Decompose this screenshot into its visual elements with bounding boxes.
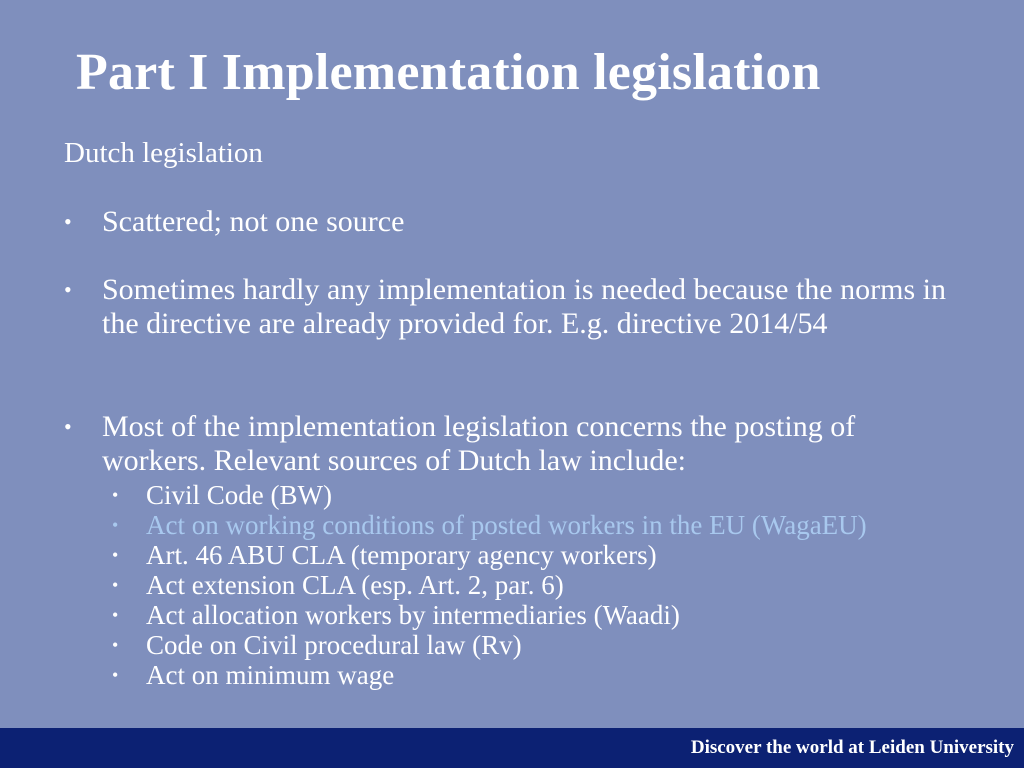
sub-bullet-link-text[interactable]: Act on working conditions of posted workers in the EU (WagaEU) [146, 510, 867, 540]
sub-bullet-text: Act extension CLA (esp. Art. 2, par. 6) [146, 570, 564, 600]
sub-bullet-text: Act on minimum wage [146, 660, 395, 690]
bullet-text: Most of the implementation legislation concerns the posting of workers. Relevant sources of Dutch law include: [102, 410, 856, 477]
sub-bullet-text: Code on Civil procedural law (Rv) [146, 630, 522, 660]
sub-bullet-marker: • [112, 515, 119, 535]
sub-bullet-text: Art. 46 ABU CLA (temporary agency workers) [146, 540, 657, 570]
sub-bullet-item [112, 660, 872, 690]
slide-subtitle: Dutch legislation [64, 137, 263, 169]
sub-bullet-marker: • [112, 635, 119, 655]
bullet-marker: • [64, 277, 72, 302]
sub-bullet-item [112, 480, 872, 510]
bullet-marker: • [64, 414, 72, 439]
sub-bullet-marker: • [112, 575, 119, 595]
sub-bullet-item [112, 540, 872, 570]
bullet-item [64, 273, 964, 341]
slide-title: Part I Implementation legislation [76, 44, 821, 101]
sub-bullet-marker: • [112, 485, 119, 505]
bullet-item [64, 205, 964, 239]
bullet-text: Scattered; not one source [102, 205, 405, 238]
footer-tagline: Discover the world at Leiden University [690, 737, 1014, 758]
sub-bullet-item [112, 600, 872, 630]
sub-bullet-item [112, 570, 872, 600]
sub-bullet-text: Civil Code (BW) [146, 480, 332, 510]
sub-bullet-marker: • [112, 665, 119, 685]
footer-bar [0, 728, 1024, 768]
sub-bullet-marker: • [112, 605, 119, 625]
bullet-text: Sometimes hardly any implementation is needed because the norms in the directive are already provided for. E.g. directive 2014/54 [102, 273, 946, 340]
sub-bullet-item [112, 630, 872, 660]
sub-bullet-link-waga-eu[interactable] [112, 510, 872, 540]
bullet-item [64, 410, 964, 478]
sub-bullet-marker: • [112, 545, 119, 565]
sub-bullet-list [112, 480, 872, 690]
sub-bullet-text: Act allocation workers by intermediaries (Waadi) [146, 600, 680, 630]
bullet-marker: • [64, 209, 72, 234]
